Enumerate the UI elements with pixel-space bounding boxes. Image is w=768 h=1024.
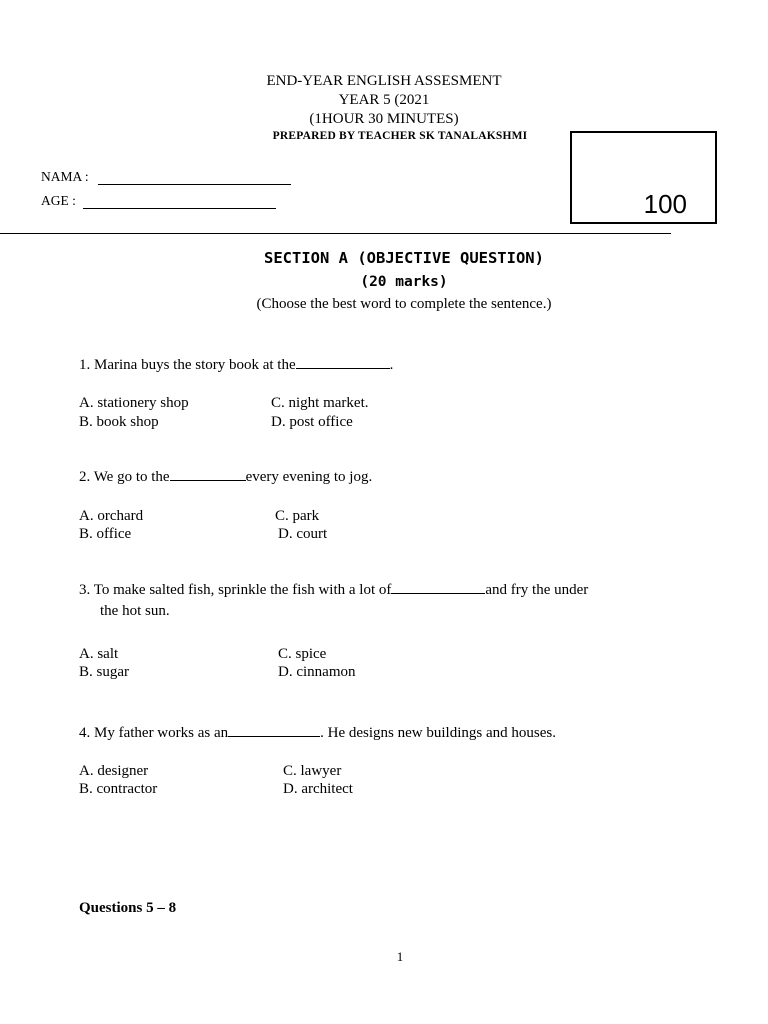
- q1-option-b: B. book shop: [79, 414, 159, 430]
- q2-option-a: A. orchard: [79, 508, 144, 524]
- q3-option-c: C. spice: [278, 646, 327, 662]
- question-3-blank: [391, 580, 485, 594]
- score-total: 100: [643, 189, 687, 219]
- q1-option-d: D. post office: [271, 414, 353, 430]
- question-3-text-end: and fry the under: [485, 582, 589, 598]
- exam-title: END-YEAR ENGLISH ASSESMENT: [266, 73, 502, 89]
- age-blank-line: [83, 196, 276, 209]
- prepared-by: PREPARED BY TEACHER SK TANALAKSHMI: [272, 130, 528, 142]
- page-number: 1: [396, 949, 404, 964]
- question-4-text: 4. My father works as an: [79, 725, 229, 741]
- exam-duration: (1HOUR 30 MINUTES): [309, 111, 459, 127]
- q2-option-c: C. park: [275, 508, 320, 524]
- section-instruction: (Choose the best word to complete the sentence.): [256, 296, 552, 312]
- question-2-text: 2. We go to the: [79, 469, 170, 485]
- q2-option-d: D. court: [278, 526, 328, 542]
- q2-option-b: B. office: [79, 526, 132, 542]
- question-2-blank: [170, 467, 246, 481]
- next-questions-heading: Questions 5 – 8: [79, 900, 177, 916]
- q4-option-d: D. architect: [283, 781, 353, 797]
- question-1-text-end: .: [389, 357, 394, 373]
- q3-option-b: B. sugar: [79, 664, 129, 680]
- question-3: [79, 580, 588, 600]
- q1-option-c: C. night market.: [271, 395, 369, 411]
- question-4-text-end: . He designs new buildings and houses.: [320, 725, 556, 741]
- question-1: [79, 355, 393, 375]
- question-1-text: 1. Marina buys the story book at the: [79, 357, 296, 373]
- q3-option-d: D. cinnamon: [278, 664, 356, 680]
- name-field: [41, 169, 291, 185]
- question-2-text-end: every evening to jog.: [245, 469, 373, 485]
- age-label: AGE :: [41, 193, 76, 208]
- exam-year: YEAR 5 (2021: [338, 92, 430, 108]
- q1-option-a: A. stationery shop: [79, 395, 189, 411]
- section-marks: (20 marks): [360, 274, 448, 290]
- q4-option-a: A. designer: [79, 763, 149, 779]
- q3-option-a: A. salt: [79, 646, 119, 662]
- question-1-blank: [296, 355, 390, 369]
- name-blank-line: [98, 172, 291, 185]
- question-4-blank: [228, 723, 320, 737]
- question-2: [79, 467, 372, 487]
- age-field: [41, 193, 276, 209]
- section-title: SECTION A (OBJECTIVE QUESTION): [264, 249, 544, 267]
- question-4: [79, 723, 556, 743]
- question-3-text: 3. To make salted fish, sprinkle the fish with a lot of: [79, 582, 392, 598]
- header-divider: [0, 233, 671, 234]
- question-3-continuation: the hot sun.: [100, 603, 170, 619]
- q4-option-b: B. contractor: [79, 781, 158, 797]
- score-box: [570, 131, 717, 224]
- name-label: NAMA :: [41, 169, 89, 184]
- q4-option-c: C. lawyer: [283, 763, 342, 779]
